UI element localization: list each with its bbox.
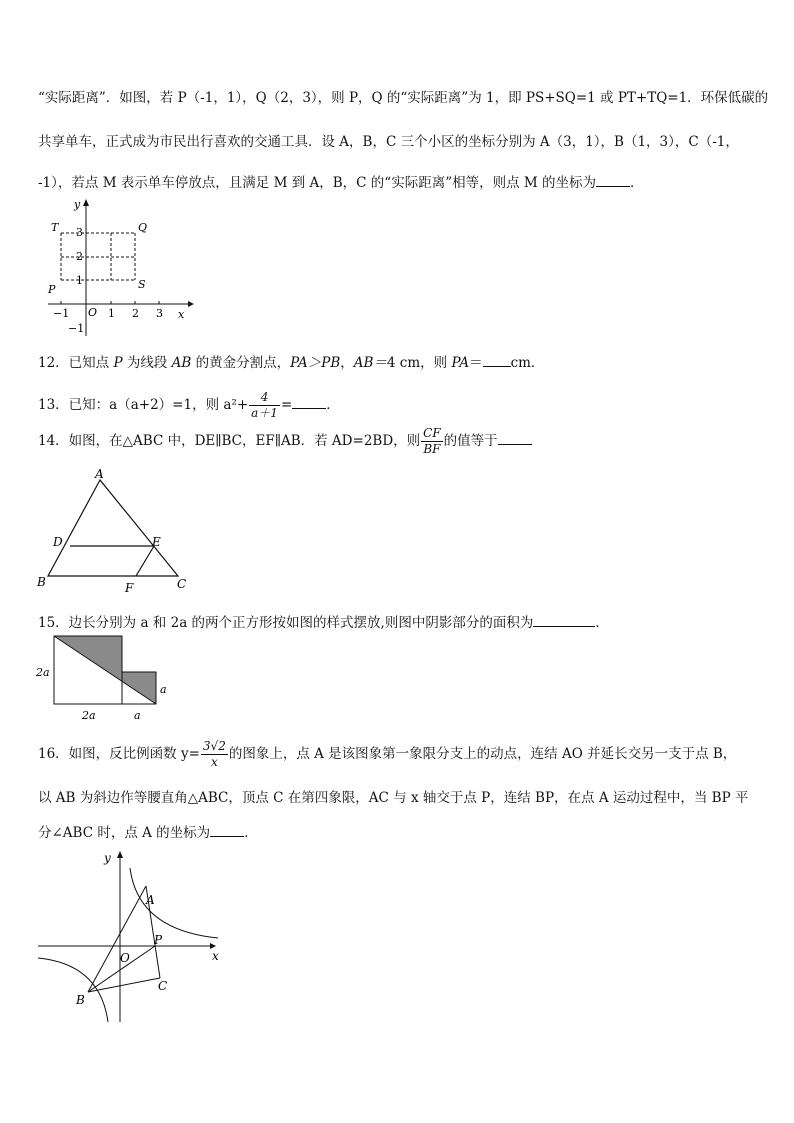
p13-fraction: $\frac{4}{a+1}$ (251, 390, 278, 420)
p16-label-b: B (76, 993, 85, 1007)
p16-line-3: 分∠ABC 时，点 A 的坐标为 ． (38, 822, 258, 843)
p16-line-1: 16．如图，反比例函数 y= $\frac{3√2}{x}$ 的图象上，点 A 是该图象第一象限分支上的动点，连结 AO 并延长交另一支于点 B， (38, 739, 737, 769)
p11-line-1: “实际距离”．如图，若 P（-1，1），Q（2，3），则 P，Q 的“实际距离”为 1，即 PS+SQ=1 或 PT+TQ=1．环保低碳的 (38, 90, 769, 106)
p14-label-a: A (95, 468, 104, 481)
p14-segment-ef (136, 546, 154, 576)
p11-y-axis-arrow-icon (83, 199, 89, 206)
p11-point-s: S (138, 278, 146, 291)
p13-answer-blank[interactable] (292, 394, 326, 409)
p11-point-q: Q (138, 221, 148, 234)
p16-y-axis-arrow-icon (117, 851, 123, 858)
p15-question: 15．边长分别为 a 和 2a 的两个正方形按如图的样式摆放,则图中阴影部分的面积为 ． (38, 612, 609, 633)
p16-y-label: y (104, 851, 111, 865)
p16-label-a: A (146, 893, 155, 907)
p14-label-d: D (53, 535, 63, 549)
p11-line-3: -1），若点 M 表示单车停放点，且满足 M 到 A，B，C 的“实际距离”相等，则点 M 的坐标为 ． (38, 172, 644, 193)
p12-answer-blank[interactable] (483, 352, 511, 367)
p15-squares-figure (34, 632, 184, 726)
p16-label-c: C (158, 979, 168, 993)
p14-label-f: F (125, 581, 134, 594)
p11-tick-x-3: 3 (156, 307, 163, 320)
p16-segment-ab (88, 886, 146, 992)
p16-label-p: P (154, 933, 163, 947)
p16-hyperbola-figure (34, 846, 224, 1026)
p13-question: 13．已知：a（a+2）=1，则 a²+ $\frac{4}{a+1}$ = ． (38, 390, 340, 420)
p11-y-label: y (74, 198, 81, 211)
p11-point-t: T (51, 221, 59, 234)
p15-label-bottom-small: a (134, 709, 141, 722)
p15-answer-blank[interactable] (533, 612, 595, 627)
p16-fraction: $\frac{3√2}{x}$ (202, 739, 226, 769)
p14-triangle-figure (36, 468, 196, 594)
p15-label-bottom-big: 2a (82, 709, 96, 722)
p11-coordinate-figure (38, 196, 198, 344)
p14-triangle-abc (48, 480, 178, 576)
p14-label-b: B (37, 575, 46, 589)
p15-label-left: 2a (36, 666, 50, 679)
p14-answer-blank[interactable] (498, 430, 532, 445)
p11-tick-y-neg1: −1 (68, 322, 85, 335)
p11-line-2: 共享单车，正式成为市民出行喜欢的交通工具．设 A，B，C 三个小区的坐标分别为 A（3，1），B（1，3），C（-1， (38, 134, 739, 150)
p11-tick-y-3: 3 (76, 226, 83, 239)
p14-label-c: C (177, 577, 187, 591)
p16-x-label: x (212, 949, 219, 963)
p16-answer-blank[interactable] (210, 822, 244, 837)
p14-label-e: E (152, 535, 161, 549)
p11-tick-y-2: 2 (76, 250, 83, 263)
p16-origin-label: O (120, 951, 130, 965)
p11-tick-x-2: 2 (132, 307, 139, 320)
p15-label-right-small: a (160, 683, 167, 696)
p16-hyperbola-branch-1 (130, 868, 218, 938)
p14-question: 14．如图，在△ABC 中，DE∥BC，EF∥AB．若 AD=2BD，则 $\frac{CF}{BF}$ 的值等于 (38, 424, 532, 458)
p11-tick-x-neg1: −1 (53, 307, 70, 320)
p14-fraction: $\frac{CF}{BF}$ (423, 426, 441, 456)
p12-question: 12．已知点 P 为线段 AB 的黄金分割点，PA＞PB，AB＝4 cm，则 PA＝ cm． (38, 352, 544, 373)
p11-tick-x-1: 1 (108, 307, 115, 320)
p11-dashed-grid (61, 233, 135, 280)
p11-x-axis-arrow-icon (188, 301, 194, 307)
p11-origin-label: O (88, 306, 98, 319)
p11-point-p: P (48, 283, 56, 296)
p11-tick-y-1: 1 (76, 274, 83, 287)
p11-answer-blank[interactable] (596, 172, 630, 187)
p11-x-label: x (178, 308, 185, 321)
p16-line-2: 以 AB 为斜边作等腰直角△ABC，顶点 C 在第四象限，AC 与 x 轴交于点 P，连结 BP，在点 A 运动过程中，当 BP 平 (38, 790, 749, 806)
